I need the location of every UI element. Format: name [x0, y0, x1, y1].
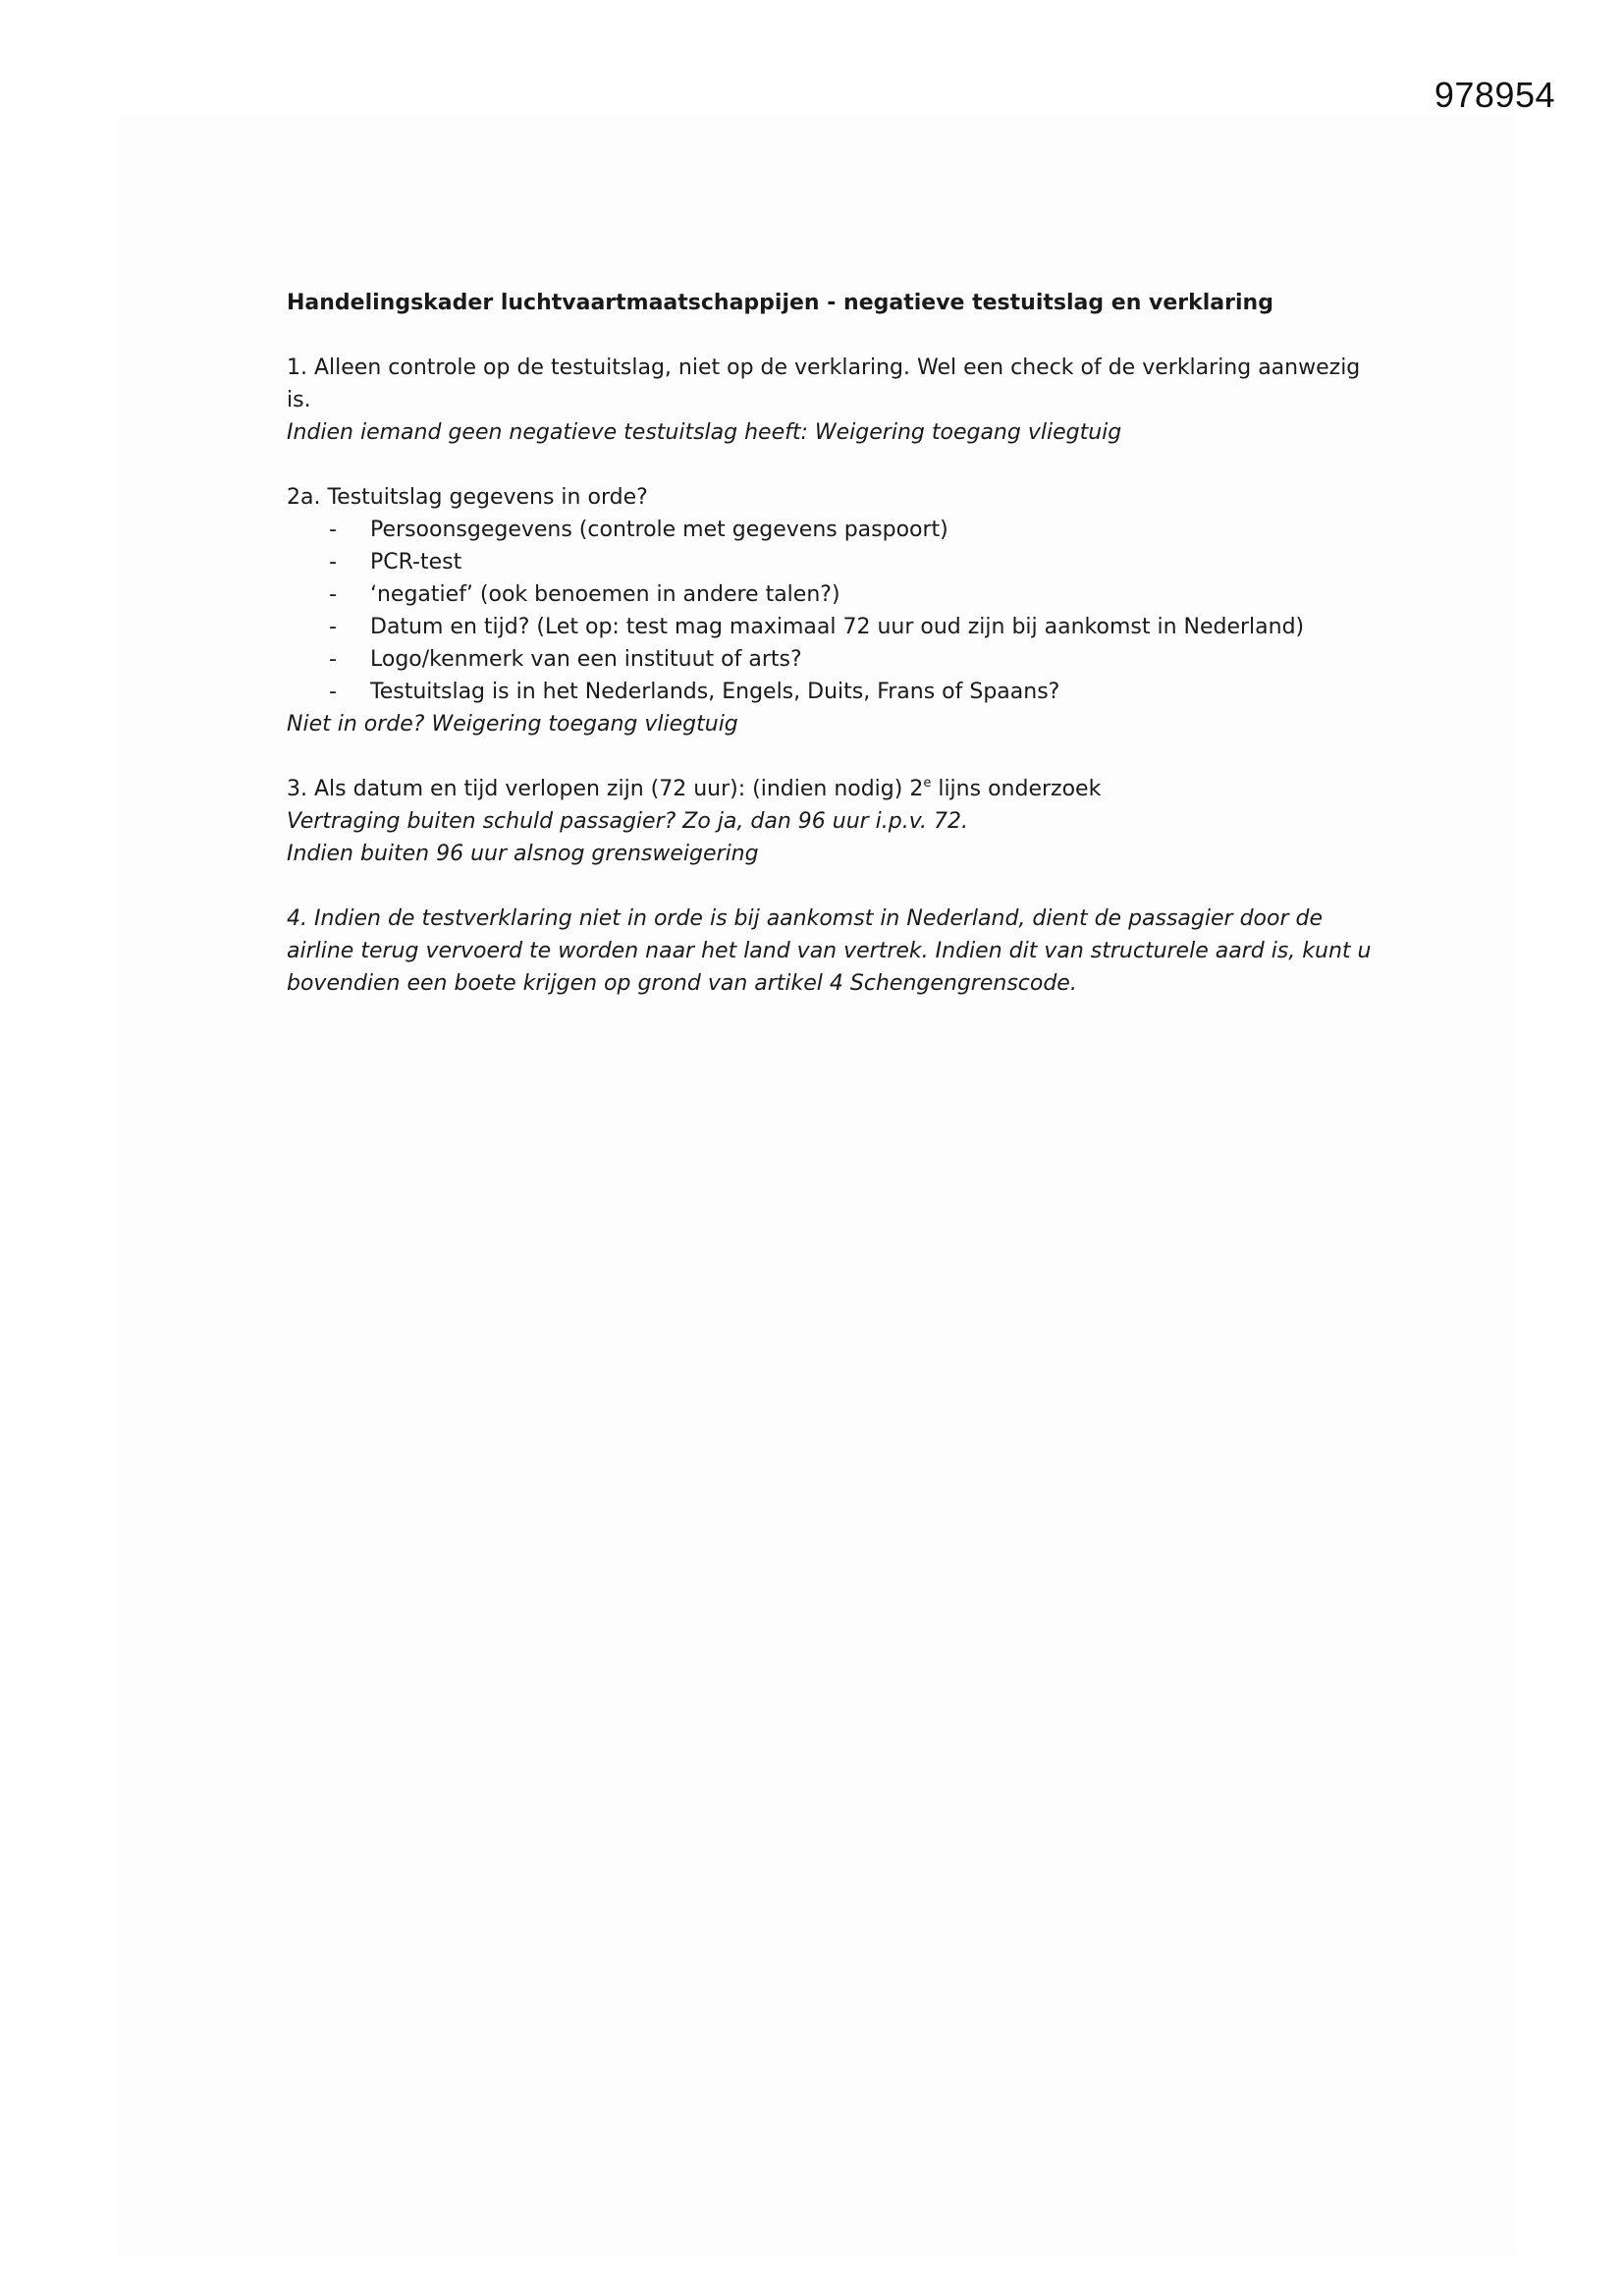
checklist-item-text: Datum en tijd? (Let op: test mag maximaal 72 uur oud zijn bij aankomst in Nederland): [370, 615, 1305, 639]
section-3-text-end: lijns onderzoek: [931, 777, 1102, 801]
dash-bullet: -: [329, 647, 337, 672]
ordinal-superscript: e: [923, 776, 932, 791]
checklist-item-text: Testuitslag is in het Nederlands, Engels, Duits, Frans of Spaans?: [370, 680, 1060, 704]
section-2: [287, 481, 1377, 740]
checklist: [287, 514, 1377, 708]
checklist-item-text: Persoonsgegevens (controle met gegevens paspoort): [370, 518, 948, 542]
checklist-item: [287, 611, 1377, 643]
section-3-text: [287, 773, 1377, 805]
document-body: [287, 287, 1377, 1032]
section-1: [287, 352, 1377, 449]
checklist-item: [287, 676, 1377, 708]
dash-bullet: -: [329, 582, 337, 607]
section-3: [287, 773, 1377, 870]
section-2-heading: 2a. Testuitslag gegevens in orde?: [287, 485, 648, 510]
checklist-item-text: ‘negatief’ (ook benoemen in andere talen?): [370, 582, 840, 607]
checklist-item: [287, 578, 1377, 611]
checklist-item: [287, 643, 1377, 676]
section-1-consequence: Indien iemand geen negatieve testuitslag heeft: Weigering toegang vliegtuig: [287, 420, 1122, 445]
dash-bullet: -: [329, 550, 337, 574]
checklist-item-text: PCR-test: [370, 550, 462, 574]
section-2-consequence: Niet in orde? Weigering toegang vliegtuig: [287, 712, 738, 737]
section-3-text-start: 3. Als datum en tijd verlopen zijn (72 uur): (indien nodig) 2: [287, 777, 924, 801]
document-title: Handelingskader luchtvaartmaatschappijen - negatieve testuitslag en verklaring: [287, 291, 1273, 315]
dash-bullet: -: [329, 615, 337, 639]
section-3-delay-note: Vertraging buiten schuld passagier? Zo ja, dan 96 uur i.p.v. 72.: [287, 809, 968, 834]
checklist-item-text: Logo/kenmerk van een instituut of arts?: [370, 647, 802, 672]
section-3-refusal-note: Indien buiten 96 uur alsnog grensweigering: [287, 842, 759, 866]
section-4-text: 4. Indien de testverklaring niet in orde is bij aankomst in Nederland, dient de passagier door de airline terug vervoerd te worden naar het land van vertrek. Indien dit van structurele aard is, kunt u bovendien een boete krijgen op grond van artikel 4 Schengengrenscode.: [287, 906, 1372, 996]
document-id: 978954: [1434, 75, 1555, 115]
dash-bullet: -: [329, 680, 337, 704]
dash-bullet: -: [329, 518, 337, 542]
section-1-text: 1. Alleen controle op de testuitslag, niet op de verklaring. Wel een check of de verklaring aanwezig is.: [287, 355, 1361, 412]
section-4: [287, 902, 1377, 1000]
checklist-item: [287, 546, 1377, 578]
checklist-item: [287, 514, 1377, 546]
